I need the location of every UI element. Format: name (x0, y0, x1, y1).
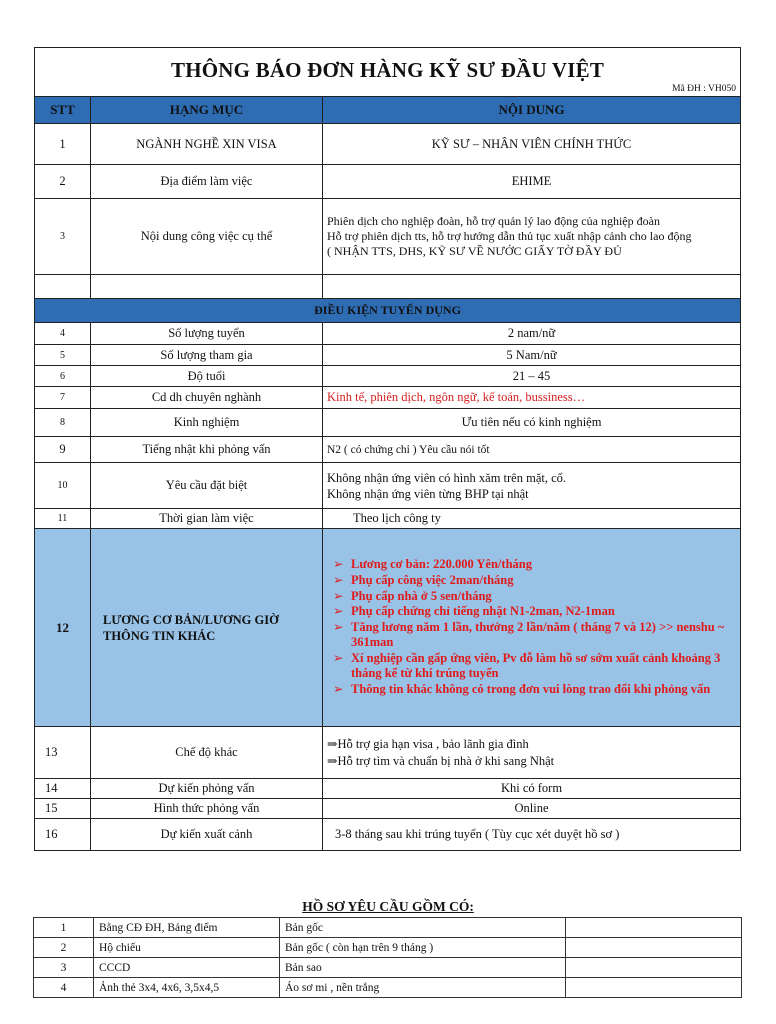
docs-row (34, 958, 742, 978)
row-value: KỸ SƯ – NHÂN VIÊN CHÍNH THỨC (323, 124, 741, 165)
row-label: Độ tuổi (91, 366, 323, 387)
row-value-line: Phiên dịch cho nghiệp đoàn, hỗ trợ quản lý lao động của nghiệp đoàn (327, 214, 660, 228)
row-stt: 8 (35, 409, 91, 437)
row-stt: 16 (35, 819, 91, 851)
row-label: Yêu cầu đặt biệt (91, 463, 323, 509)
row-value (323, 727, 741, 779)
doc-name: CCCD (94, 958, 280, 978)
doc-extra (566, 938, 742, 958)
row-stt: 7 (35, 387, 91, 409)
row-stt: 13 (35, 727, 91, 779)
row-label: Nội dung công việc cụ thể (91, 199, 323, 275)
row-stt: 2 (35, 165, 91, 199)
doc-note: Bản gốc ( còn hạn trên 9 tháng ) (280, 938, 566, 958)
row-value-line: Không nhận ứng viên có hình xăm trên mặt, cổ. (327, 470, 567, 485)
row-value: Theo lịch công ty (323, 509, 741, 529)
row-label: Kinh nghiệm (91, 409, 323, 437)
bullet-item: ➢ Phụ cấp công việc 2man/tháng (329, 573, 736, 589)
docs-row (34, 918, 742, 938)
row-value: Online (323, 799, 741, 819)
row-value: EHIME (323, 165, 741, 199)
docs-title: HỒ SƠ YÊU CẦU GỒM CÓ: (302, 899, 474, 914)
doc-note: Bản gốc (280, 918, 566, 938)
empty-row (35, 275, 741, 299)
table-row (35, 387, 741, 409)
bullet-item: ➢ Thông tin khác không có trong đơn vui lòng trao đổi khi phỏng vấn (329, 682, 736, 698)
row-label: Số lượng tuyển (91, 323, 323, 345)
row-value: 5 Nam/nữ (323, 345, 741, 366)
table-row (35, 799, 741, 819)
header-content: NỘI DUNG (323, 97, 741, 124)
row-label: Dự kiến phỏng vấn (91, 779, 323, 799)
title-cell (35, 48, 741, 97)
row-value-line: Không nhận ứng viên từng BHP tại nhật (327, 486, 529, 501)
table-row (35, 124, 741, 165)
table-row (35, 727, 741, 779)
doc-note: Áo sơ mi , nền trắng (280, 978, 566, 998)
row-label: Dự kiến xuất cảnh (91, 819, 323, 851)
order-code: Mã ĐH : VH050 (672, 84, 737, 94)
bullet-item: ➢ Lương cơ bản: 220.000 Yên/tháng (329, 557, 736, 573)
row-label: Tiếng nhật khi phỏng vấn (91, 437, 323, 463)
row-stt: 10 (35, 463, 91, 509)
header-stt: STT (35, 97, 91, 124)
row-value: 3-8 tháng sau khi trúng tuyển ( Tùy cục xét duyệt hồ sơ ) (323, 819, 741, 851)
row-label: Chế độ khác (91, 727, 323, 779)
row-value: Kinh tế, phiên dịch, ngôn ngữ, kế toán, bussiness… (323, 387, 741, 409)
bullet-item: ➢ Xí nghiệp cần gấp ứng viên, Pv đỗ làm hồ sơ sớm xuất cảnh khoảng 3 tháng kể từ khi trúng tuyển (329, 651, 736, 682)
doc-no: 2 (34, 938, 94, 958)
row-value-line: Hỗ trợ phiên dịch tts, hỗ trợ hướng dẫn thủ tục xuất nhập cảnh cho lao động (327, 229, 692, 243)
table-header (35, 97, 741, 124)
order-table (34, 47, 741, 851)
row-stt: 12 (35, 529, 91, 727)
row-stt: 4 (35, 323, 91, 345)
row-stt: 3 (35, 199, 91, 275)
doc-name: Hộ chiếu (94, 938, 280, 958)
row-stt: 1 (35, 124, 91, 165)
row-label: Hình thức phỏng vấn (91, 799, 323, 819)
row-stt: 15 (35, 799, 91, 819)
docs-table (33, 917, 742, 998)
section-row (35, 299, 741, 323)
doc-no: 1 (34, 918, 94, 938)
table-row (35, 323, 741, 345)
row-label-line: THÔNG TIN KHÁC (103, 628, 216, 643)
row-label: NGÀNH NGHỀ XIN VISA (91, 124, 323, 165)
row-value (323, 463, 741, 509)
row-stt: 11 (35, 509, 91, 529)
table-row (35, 779, 741, 799)
header-category: HẠNG MỤC (91, 97, 323, 124)
table-row (35, 463, 741, 509)
doc-extra (566, 978, 742, 998)
doc-extra (566, 918, 742, 938)
docs-row (34, 938, 742, 958)
row-value (323, 199, 741, 275)
table-row-salary (35, 529, 741, 727)
row-label-line: LƯƠNG CƠ BẢN/LƯƠNG GIỜ (103, 612, 279, 627)
table-row (35, 409, 741, 437)
row-label: Số lượng tham gia (91, 345, 323, 366)
table-row (35, 819, 741, 851)
section-title: ĐIỀU KIỆN TUYỂN DỤNG (35, 299, 741, 323)
row-value: Khi có form (323, 779, 741, 799)
doc-name: Ảnh thẻ 3x4, 4x6, 3,5x4,5 (94, 978, 280, 998)
salary-bullets (327, 557, 736, 697)
row-value-line: ( NHẬN TTS, DHS, KỸ SƯ VỀ NƯỚC GIẤY TỜ ĐẦY ĐỦ (327, 244, 622, 258)
table-row (35, 199, 741, 275)
bullet-item: ➢ Tăng lương năm 1 lần, thưởng 2 lần/năm ( tháng 7 và 12) >> nenshu ~ 361man (329, 620, 736, 651)
row-value-line: ⇒Hỗ trợ gia hạn visa , bảo lãnh gia đình (327, 736, 529, 751)
bullet-item: ➢ Phụ cấp chứng chỉ tiếng nhật N1-2man, N2-1man (329, 604, 736, 620)
doc-extra (566, 958, 742, 978)
row-label: Địa điểm làm việc (91, 165, 323, 199)
doc-no: 4 (34, 978, 94, 998)
row-stt: 6 (35, 366, 91, 387)
bullet-item: ➢ Phụ cấp nhà ở 5 sen/tháng (329, 589, 736, 605)
doc-name: Bằng CĐ ĐH, Bảng điểm (94, 918, 280, 938)
row-stt: 14 (35, 779, 91, 799)
table-row (35, 437, 741, 463)
row-stt: 5 (35, 345, 91, 366)
row-value-line: ⇒Hỗ trợ tìm và chuẩn bị nhà ở khi sang Nhật (327, 753, 555, 768)
row-label: Thời gian làm việc (91, 509, 323, 529)
row-value: Ưu tiên nếu có kinh nghiệm (323, 409, 741, 437)
row-label (91, 529, 323, 727)
doc-note: Bản sao (280, 958, 566, 978)
row-stt: 9 (35, 437, 91, 463)
table-row (35, 345, 741, 366)
row-value: 2 nam/nữ (323, 323, 741, 345)
row-value: 21 – 45 (323, 366, 741, 387)
docs-row (34, 978, 742, 998)
salary-details (323, 529, 741, 727)
row-label: Cd dh chuyên nghành (91, 387, 323, 409)
doc-no: 3 (34, 958, 94, 978)
table-row (35, 509, 741, 529)
table-row (35, 165, 741, 199)
table-row (35, 366, 741, 387)
row-value: N2 ( có chứng chỉ ) Yêu cầu nói tốt (323, 437, 741, 463)
page-title: THÔNG BÁO ĐƠN HÀNG KỸ SƯ ĐẦU VIỆT (170, 57, 605, 82)
